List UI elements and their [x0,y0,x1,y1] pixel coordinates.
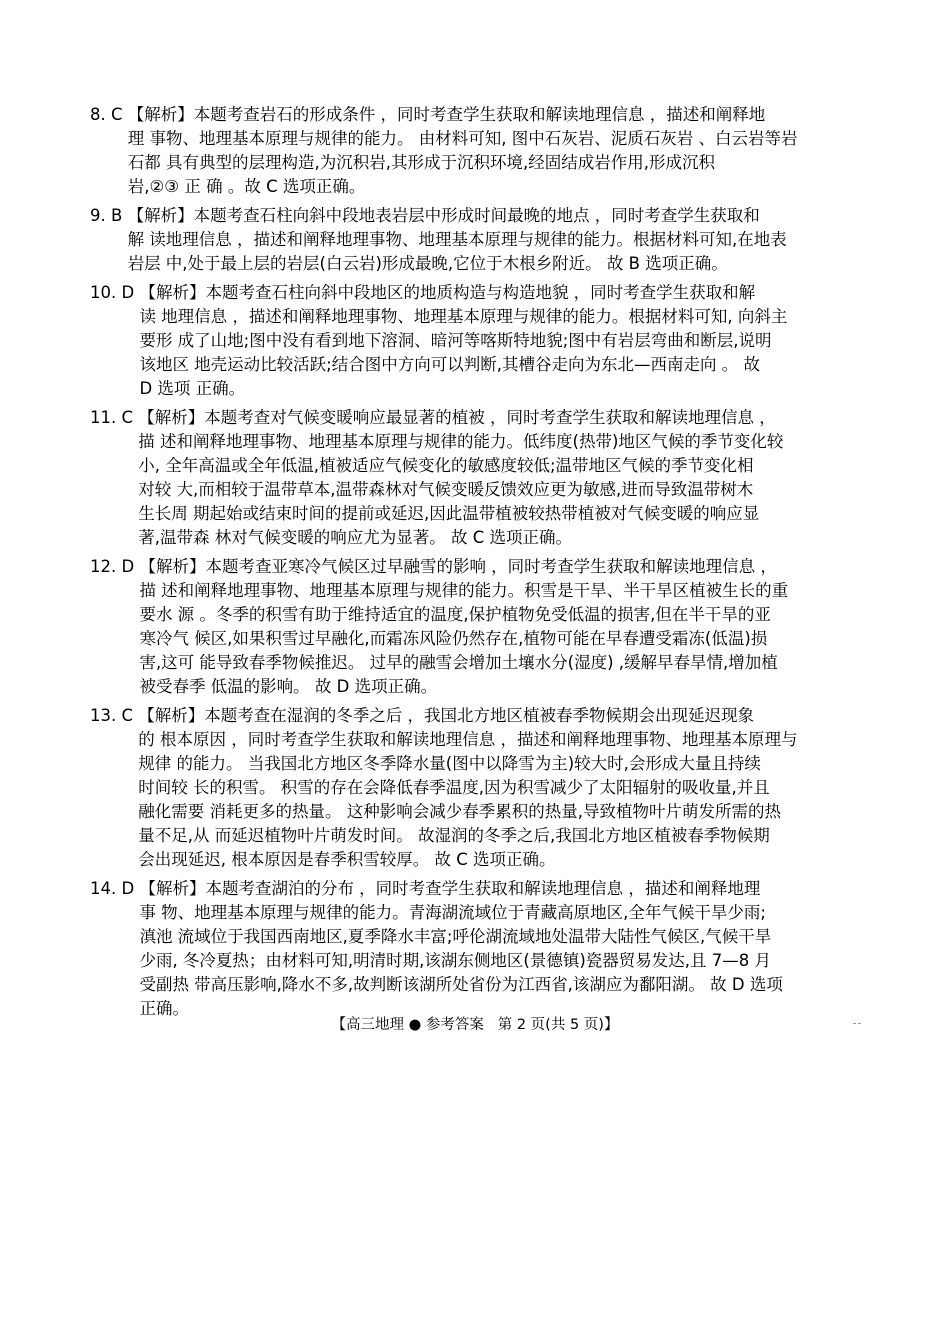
text-line: 【解析】本题考查岩石的形成条件 ，同时考查学生获取和解读地理信息 ，描述和阐释地 [127,105,766,124]
explanation-text [128,204,870,276]
explanation-text [139,281,870,401]
text-line: 寒冷气 候区,如果积雪过早融化,而霜冻风险仍然存在,植物可能在早春遭受霜冻(低温)损 [139,629,768,648]
answer-item-11 [90,406,870,550]
answer-item-14 [90,877,870,1021]
text-line: 生长周 期起始或结束时间的提前或延迟,因此温带植被较热带植被对气候变暖的响应显 [138,504,760,523]
question-number: 8. C [90,105,128,124]
question-number: 14. D [90,879,140,898]
text-line: 受副热 带高压影响,降水不多,故判断该湖所处省份为江西省,该湖应为鄱阳湖。 故 D 选项 [139,975,783,994]
question-number: 13. C [90,706,139,725]
text-line: 【解析】本题考查对气候变暖响应最显著的植被 ，同时考查学生获取和解读地理信息 ， [138,408,776,427]
text-line: 岩,②③ 正 确 。故 C 选项正确。 [127,177,366,196]
text-line: 读 地理信息 ，描述和阐释地理事物、地理基本原理与规律的能力。根据材料可知, 向斜主 [139,307,788,326]
text-line: D 选项 正确。 [139,379,246,398]
text-line: 害,这可 能导致春季物候推迟。 过早的融雪会增加土壤水分(湿度) ,缓解早春旱情,增加植 [139,653,778,672]
text-line: 会出现延迟, 根本原因是春季积雪较厚。 故 C 选项正确。 [138,850,556,869]
text-line: 【解析】本题考查亚寒冷气候区过早融雪的影响 ，同时考查学生获取和解读地理信息 ， [139,557,777,576]
explanation-text [139,877,870,1021]
text-line: 要形 成了山地;图中没有看到地下溶洞、暗河等喀斯特地貌;图中有岩层弯曲和断层,说明 [139,331,772,350]
text-line: 正确。 [139,999,189,1018]
answer-item-9 [90,204,870,276]
answer-item-8 [90,103,870,199]
scan-mark-icon [853,1023,863,1025]
text-line: 石都 具有典型的层理构造,为沉积岩,其形成于沉积环境,经固结成岩作用,形成沉积 [127,153,715,172]
text-line: 解 读地理信息 ，描述和阐释地理事物、地理基本原理与规律的能力。根据材料可知,在地表 [127,230,787,249]
text-line: 量不足,从 而延迟植物叶片萌发时间。 故湿润的冬季之后,我国北方地区植被春季物候期 [138,826,770,845]
text-line: 小, 全年高温或全年低温,植被适应气候变化的敏感度较低;温带地区气候的季节变化相 [138,456,754,475]
question-number: 12. D [90,557,140,576]
text-line: 该地区 地壳运动比较活跃;结合图中方向可以判断,其槽谷走向为东北—西南走向 。 故 [139,355,760,374]
text-line: 【解析】本题考查湖泊的分布 ，同时考查学生获取和解读地理信息 ，描述和阐释地理 [139,879,761,898]
text-line: 时间较 长的积雪。 积雪的存在会降低春季温度,因为积雪减少了太阳辐射的吸收量,并且 [138,778,770,797]
text-line: 岩层 中,处于最上层的岩层(白云岩)形成最晚,它位于木根乡附近。 故 B 选项正确。 [127,254,728,273]
text-line: 【解析】本题考查在湿润的冬季之后 ，我国北方地区植被春季物候期会出现延迟现象 [138,706,755,725]
text-line: 滇池 流域位于我国西南地区,夏季降水丰富;呼伦湖流域地处温带大陆性气候区,气候干旱 [139,927,772,946]
explanation-text [138,704,870,872]
text-line: 融化需要 消耗更多的热量。 这种影响会减少春季累积的热量,导致植物叶片萌发所需的热 [138,802,782,821]
explanation-text [138,406,870,550]
text-line: 事 物、地理基本原理与规律的能力。青海湖流域位于青藏高原地区,全年气候干旱少雨; [139,903,766,922]
text-line: 规律 的能力。 当我国北方地区冬季降水量(图中以降雪为主)较大时,会形成大量且持续 [138,754,761,773]
text-line: 的 根本原因 ，同时考查学生获取和解读地理信息 ，描述和阐释地理事物、地理基本原理与 [138,730,798,749]
answer-item-13 [90,704,870,872]
explanation-text [128,103,870,199]
page-footer: 【高三地理 ● 参考答案 第 2 页(共 5 页)】 [331,1017,619,1033]
text-line: 【解析】本题考查石柱向斜中段地表岩层中形成时间最晚的地点 ，同时考查学生获取和 [127,206,760,225]
text-line: 著,温带森 林对气候变暖的响应尤为显著。 故 C 选项正确。 [138,528,573,547]
text-line: 理 事物、地理基本原理与规律的能力。 由材料可知, 图中石灰岩、泥质石灰岩 、白云岩等岩 [127,129,798,148]
text-line: 被受春季 低温的影响。 故 D 选项正确。 [139,677,438,696]
answer-item-10 [90,281,870,401]
text-line: 描 述和阐释地理事物、地理基本原理与规律的能力。低纬度(热带)地区气候的季节变化较 [138,432,784,451]
answer-item-12 [90,555,870,699]
text-line: 对较 大,而相较于温带草本,温带森林对气候变暖反馈效应更为敏感,进而导致温带树木 [138,480,754,499]
explanation-text [139,555,870,699]
question-number: 11. C [90,408,139,427]
answer-list [90,103,870,1026]
text-line: 少雨, 冬冷夏热；由材料可知,明清时期,该湖东侧地区(景德镇)瓷器贸易发达,且 7—8 月 [139,951,772,970]
question-number: 10. D [90,283,140,302]
question-number: 9. B [90,206,128,225]
text-line: 要水 源 。冬季的积雪有助于维持适宜的温度,保护植物免受低温的损害,但在半干旱的亚 [139,605,771,624]
text-line: 【解析】本题考查石柱向斜中段地区的地质构造与构造地貌 ，同时考查学生获取和解 [139,283,756,302]
text-line: 描 述和阐释地理事物、地理基本原理与规律的能力。积雪是干旱、半干旱区植被生长的重 [139,581,789,600]
